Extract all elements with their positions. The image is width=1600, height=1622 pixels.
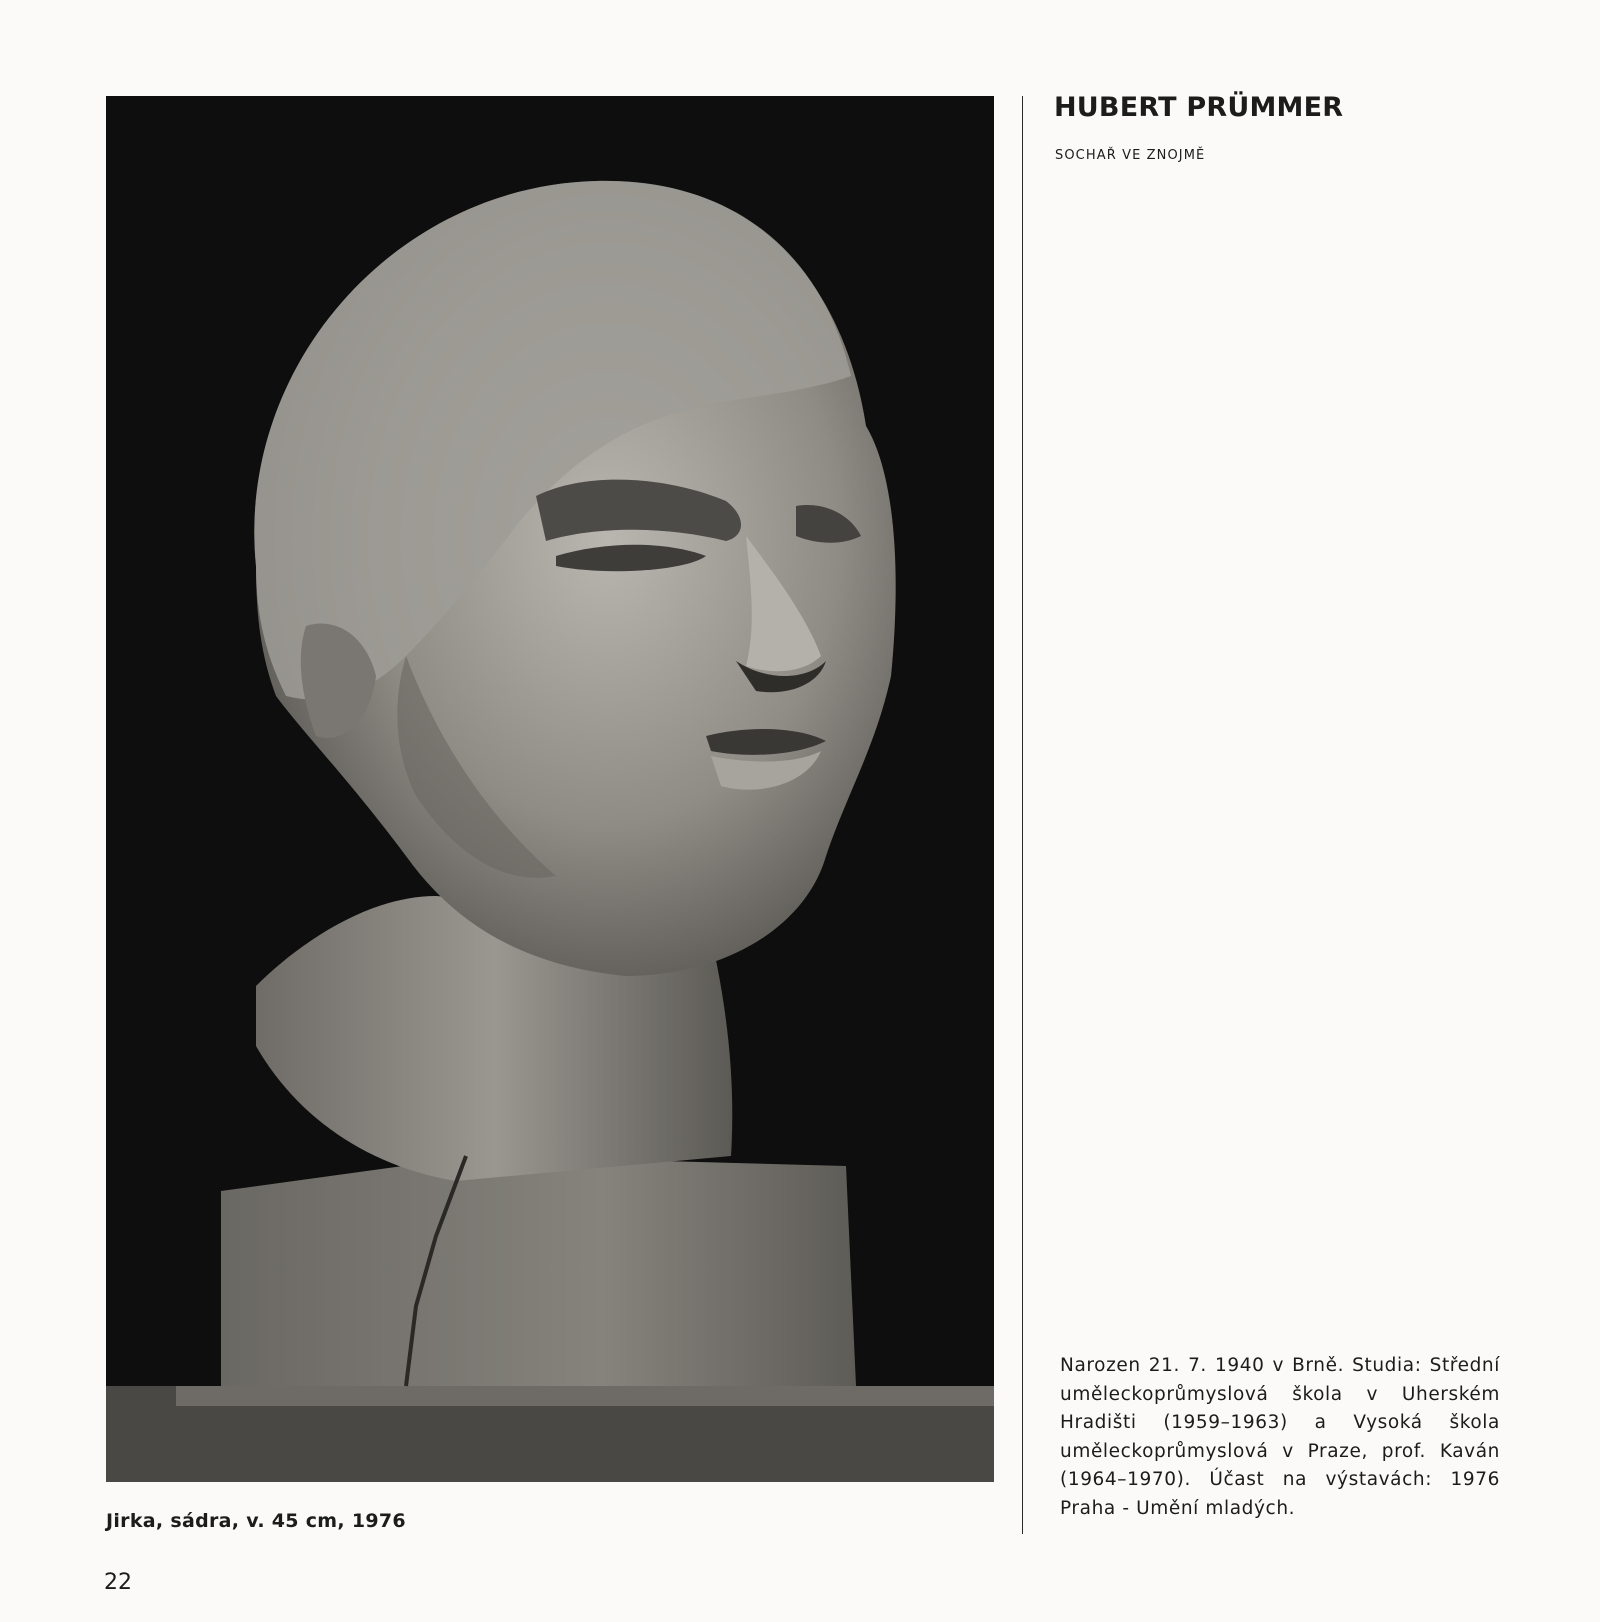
page-number: 22	[104, 1570, 132, 1595]
column-divider	[1022, 96, 1023, 1534]
bust-illustration	[106, 96, 994, 1482]
artist-subtitle: SOCHAŘ VE ZNOJMĚ	[1055, 148, 1206, 163]
figure-caption: Jirka, sádra, v. 45 cm, 1976	[106, 1510, 406, 1532]
artist-name: HUBERT PRÜMMER	[1054, 92, 1344, 123]
sculpture-photo	[106, 96, 994, 1482]
artist-biography: Narozen 21. 7. 1940 v Brně. Studia: Střední uměleckoprůmyslová škola v Uherském Hradišti (1959–1963) a Vysoká škola uměleckoprůmyslová v Praze, prof. Kaván (1964–1970). Účast na výstavách: 1976 Praha - Umění mladých.	[1060, 1355, 1500, 1519]
